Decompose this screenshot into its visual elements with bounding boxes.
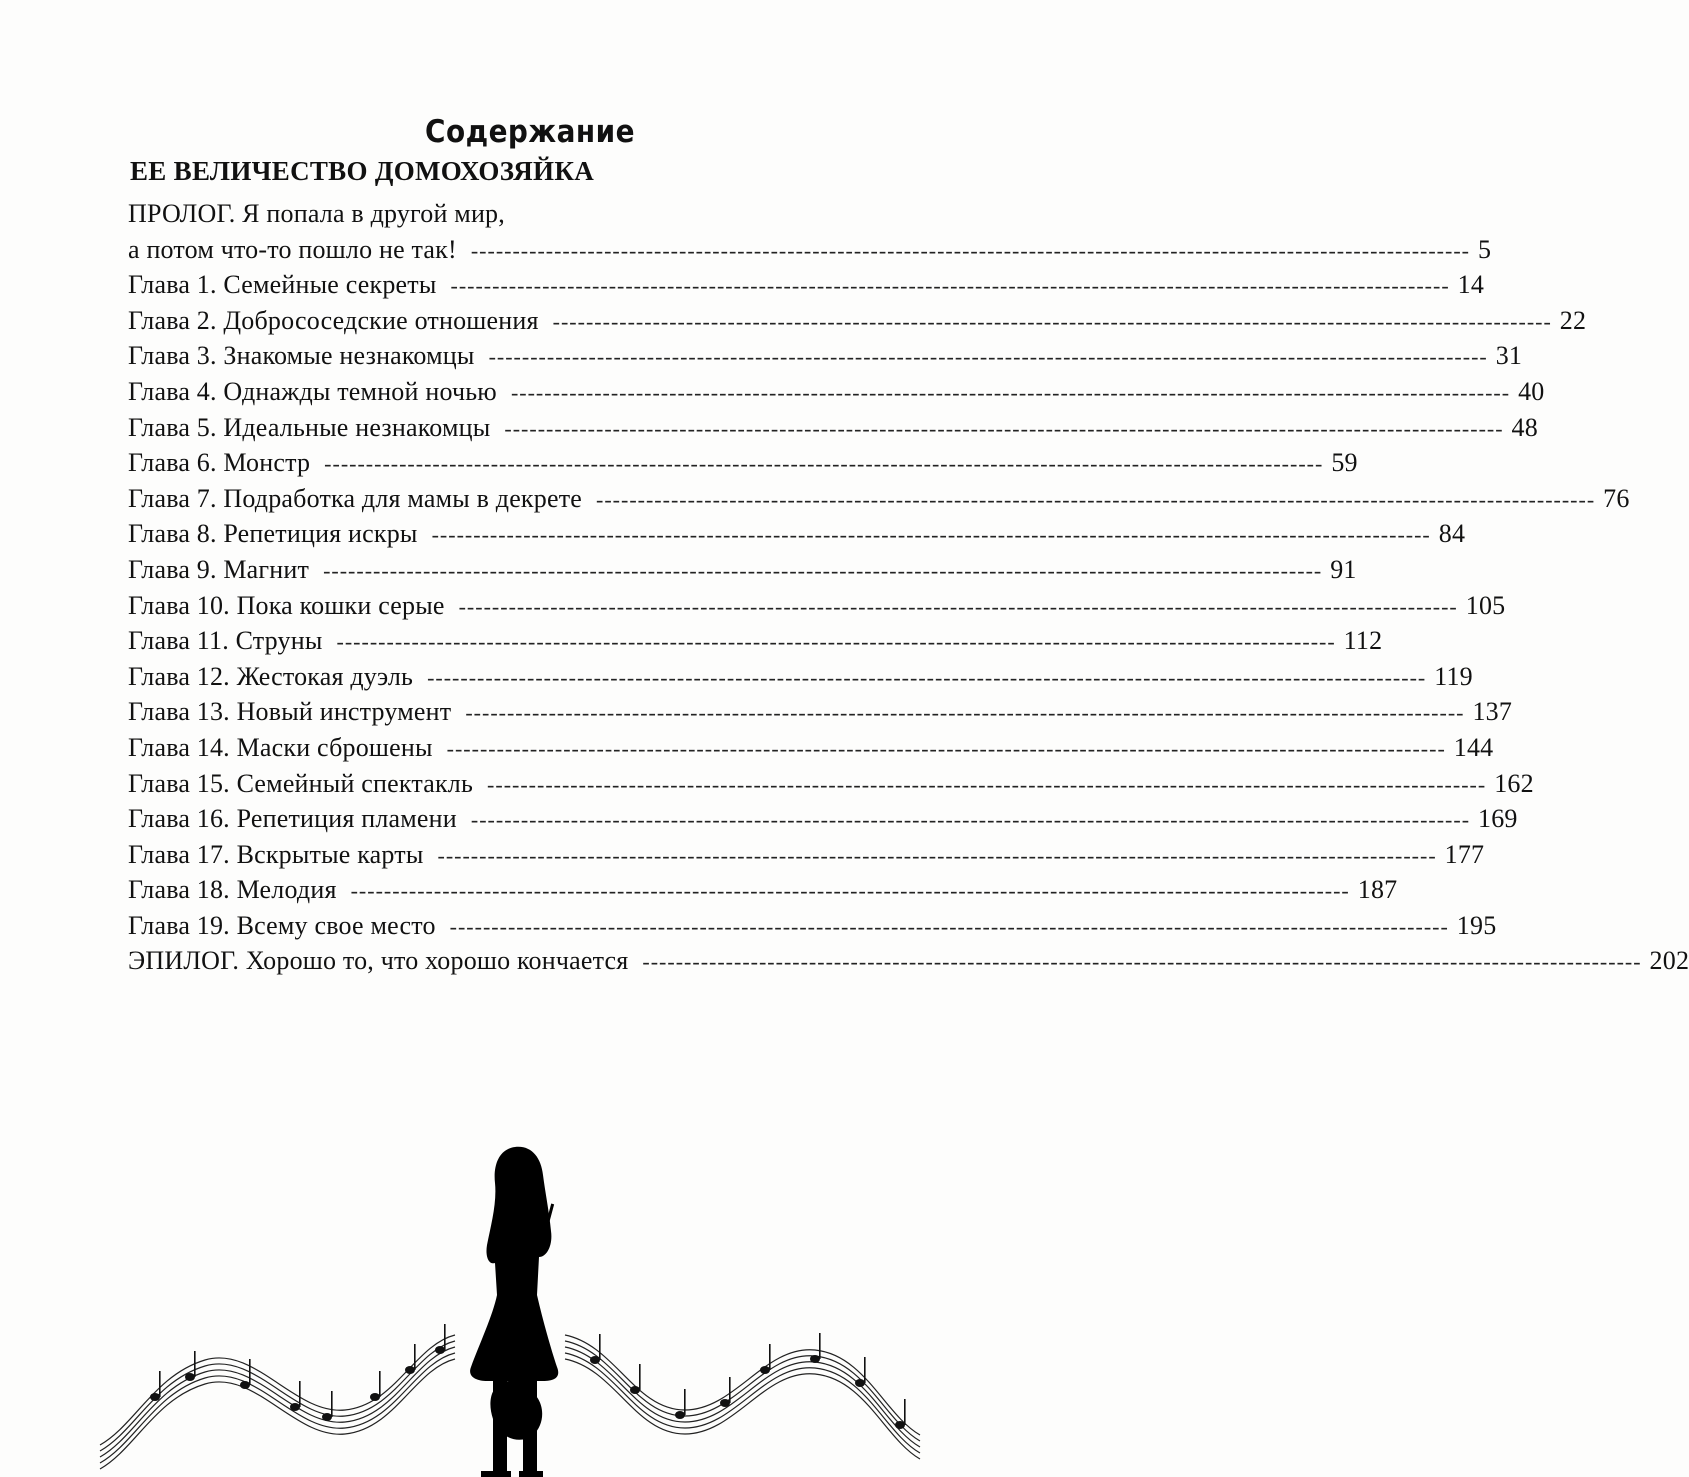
left-music-notes	[150, 1324, 446, 1421]
toc-entry	[128, 730, 1494, 766]
prologue-first-line	[128, 196, 932, 232]
table-of-contents	[128, 196, 1689, 979]
toc-entry	[128, 267, 1485, 303]
toc-entry	[128, 410, 1538, 446]
dot-leader: ------------------------------------------------------------------------------------------------------------------------	[470, 807, 1471, 833]
toc-page-number: 195	[1456, 910, 1497, 940]
right-music-ribbon	[565, 1335, 920, 1459]
toc-entry-title: Глава 8. Репетиция искры	[128, 519, 418, 549]
toc-entry-title: Глава 6. Монстр	[128, 448, 311, 478]
toc-page-number: 112	[1343, 626, 1383, 656]
toc-page-number: 162	[1494, 768, 1534, 798]
toc-entry-title: Глава 10. Пока кошки серые	[128, 590, 445, 620]
toc-entry	[128, 552, 1357, 588]
guitarist-silhouette-illustration	[95, 1145, 925, 1477]
toc-entry-title: ЭПИЛОГ. Хорошо то, что хорошо кончается	[128, 946, 629, 976]
toc-entry	[128, 516, 1466, 552]
dot-leader: ------------------------------------------------------------------------------------------------------------------------	[488, 344, 1488, 370]
toc-entry-title: Глава 5. Идеальные незнакомцы	[128, 412, 491, 442]
toc-page-number: 31	[1495, 341, 1523, 371]
dot-leader: ------------------------------------------------------------------------------------------------------------------------	[596, 486, 1596, 512]
toc-entry	[128, 694, 1513, 730]
toc-entry	[128, 232, 1492, 268]
toc-page-number: 169	[1478, 804, 1518, 834]
toc-entry	[128, 445, 1358, 481]
toc-entry-title: Глава 12. Жестокая дуэль	[128, 661, 414, 691]
dot-leader: ------------------------------------------------------------------------------------------------------------------------	[350, 878, 1350, 904]
toc-entry-title: Глава 2. Добрососедские отношения	[128, 305, 539, 335]
toc-entry	[128, 659, 1473, 695]
toc-entry-title: Глава 4. Однажды темной ночью	[128, 376, 497, 406]
dot-leader: ------------------------------------------------------------------------------------------------------------------------	[323, 557, 1323, 583]
toc-page-number: 14	[1457, 270, 1485, 300]
toc-entry	[128, 374, 1545, 410]
toc-entry-title: Глава 13. Новый инструмент	[128, 697, 452, 727]
toc-page-number: 5	[1477, 234, 1492, 264]
toc-entry	[128, 481, 1630, 517]
dot-leader: ------------------------------------------------------------------------------------------------------------------------	[450, 273, 1450, 299]
dot-leader: ------------------------------------------------------------------------------------------------------------------------	[431, 522, 1431, 548]
toc-entry-title: Глава 15. Семейный спектакль	[128, 768, 474, 798]
toc-entry-title: а потом что-то пошло не так!	[128, 234, 457, 264]
toc-entry	[128, 872, 1398, 908]
toc-entry-title: Глава 9. Магнит	[128, 554, 310, 584]
toc-entry	[128, 303, 1587, 339]
guitarist-silhouette	[470, 1147, 558, 1477]
toc-page-number: 119	[1434, 661, 1473, 691]
toc-entry-title: Глава 18. Мелодия	[128, 875, 337, 905]
left-music-ribbon	[100, 1335, 455, 1469]
toc-page-number: 40	[1518, 376, 1545, 406]
dot-leader: ------------------------------------------------------------------------------------------------------------------------	[642, 949, 1642, 975]
toc-page-number: 22	[1559, 305, 1587, 335]
dot-leader: ------------------------------------------------------------------------------------------------------------------------	[437, 842, 1437, 868]
dot-leader: ------------------------------------------------------------------------------------------------------------------------	[458, 593, 1458, 619]
dot-leader: ------------------------------------------------------------------------------------------------------------------------	[470, 237, 1470, 263]
toc-entry-title: Глава 3. Знакомые незнакомцы	[128, 341, 475, 371]
toc-page-number: 137	[1472, 697, 1513, 727]
toc-entry	[128, 908, 1497, 944]
toc-entry-title: Глава 7. Подработка для мамы в декрете	[128, 483, 583, 513]
dot-leader: ------------------------------------------------------------------------------------------------------------------------	[449, 913, 1449, 939]
dot-leader: ------------------------------------------------------------------------------------------------------------------------	[336, 629, 1336, 655]
toc-page-number: 91	[1330, 554, 1357, 584]
toc-page-number: 105	[1465, 590, 1506, 620]
toc-page-number: 202	[1649, 946, 1689, 976]
dot-leader: ------------------------------------------------------------------------------------------------------------------------	[510, 379, 1511, 405]
toc-entry-title: Глава 16. Репетиция пламени	[128, 804, 457, 834]
dot-leader: ------------------------------------------------------------------------------------------------------------------------	[446, 735, 1446, 761]
dot-leader: ------------------------------------------------------------------------------------------------------------------------	[552, 308, 1552, 334]
book-title: ЕЕ ВЕЛИЧЕСТВО ДОМОХОЗЯЙКА	[130, 156, 595, 186]
toc-entry-title: Глава 19. Всему свое место	[128, 910, 436, 940]
toc-entry-title: Глава 17. Вскрытые карты	[128, 839, 424, 869]
toc-entry	[128, 801, 1518, 837]
toc-page-number: 48	[1511, 412, 1538, 442]
toc-entry-title: ПРОЛОГ. Я попала в другой мир,	[128, 199, 505, 228]
toc-entry	[128, 623, 1383, 659]
toc-entry-title: Глава 14. Маски сброшены	[128, 732, 433, 762]
toc-entries	[128, 232, 1689, 979]
toc-page-number: 177	[1444, 839, 1485, 869]
toc-entry	[128, 766, 1534, 802]
toc-page-number: 59	[1331, 448, 1358, 478]
right-music-notes	[590, 1333, 906, 1429]
toc-entry	[128, 588, 1506, 624]
toc-page-number: 84	[1438, 519, 1466, 549]
toc-page-number: 76	[1603, 483, 1630, 513]
toc-entry	[128, 837, 1485, 873]
dot-leader: ------------------------------------------------------------------------------------------------------------------------	[504, 415, 1504, 441]
toc-page-number: 187	[1357, 875, 1398, 905]
dot-leader: ------------------------------------------------------------------------------------------------------------------------	[427, 664, 1427, 690]
toc-page-number: 144	[1453, 732, 1494, 762]
toc-entry	[128, 338, 1523, 374]
toc-entry	[128, 943, 1689, 979]
toc-entry-title: Глава 11. Струны	[128, 626, 323, 656]
toc-entry-title: Глава 1. Семейные секреты	[128, 270, 437, 300]
dot-leader: ------------------------------------------------------------------------------------------------------------------------	[465, 700, 1465, 726]
page-title: Содержание	[425, 114, 635, 150]
dot-leader: ------------------------------------------------------------------------------------------------------------------------	[324, 451, 1324, 477]
dot-leader: ------------------------------------------------------------------------------------------------------------------------	[487, 771, 1487, 797]
